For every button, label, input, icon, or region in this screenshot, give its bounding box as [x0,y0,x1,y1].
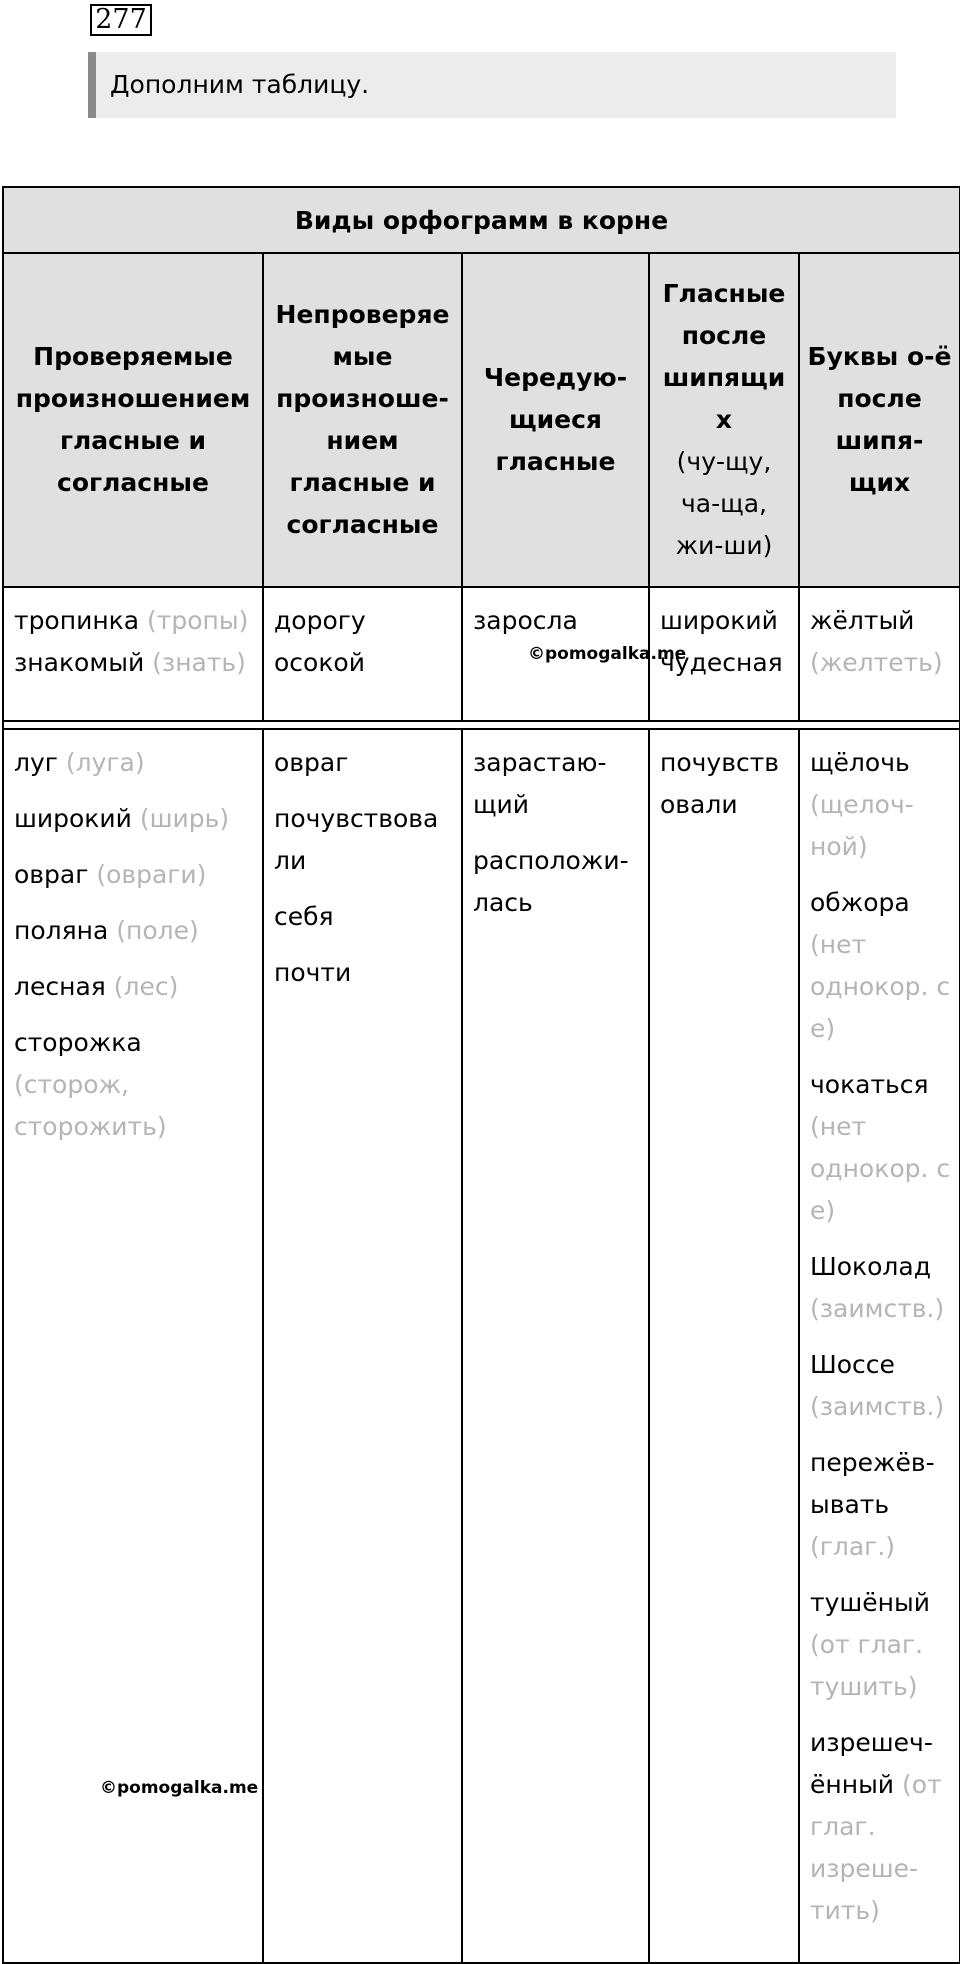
example-word: луг [14,748,58,777]
check-word: (поле) [116,916,199,945]
check-word: (ширь) [139,804,230,833]
example-item [810,882,951,1050]
row1-col5 [799,587,960,721]
row-gap [3,721,960,729]
example-item [14,854,254,896]
example-word: себя [274,902,334,931]
column-header [799,253,960,587]
example-word: почувствова ли [274,804,439,875]
check-word: (сторож, сторожить) [14,1070,167,1141]
example-item [14,1022,254,1148]
example-word: почувств овали [660,748,779,819]
watermark: ©pomogalka.me [100,1778,259,1798]
example-item [14,642,254,684]
row1-col2 [263,587,462,721]
example-item [660,742,790,826]
example-word: лесная [14,972,106,1001]
row1-col1 [3,587,263,721]
check-word: (нет однокор. с е) [810,930,951,1043]
check-word: (тропы) [147,606,249,635]
example-word: щёлочь [810,748,910,777]
check-word: (заимств.) [810,1294,945,1323]
check-word: (глаг.) [810,1532,896,1561]
example-word: чудесная [660,648,783,677]
example-item [810,1344,951,1428]
task-text: Дополним таблицу. [110,70,370,99]
header-sub: (чу-щу, ча-ща, жи-ши) [675,447,773,560]
check-word: (нет однокор. с е) [810,1112,951,1225]
example-word: поляна [14,916,109,945]
example-word: Шоссе [810,1350,895,1379]
example-word: зарастаю- щий [473,748,607,819]
check-word: (знать) [152,648,246,677]
example-item [810,1246,951,1330]
example-item [14,742,254,784]
example-word: знакомый [14,648,145,677]
example-word: сторожка [14,1028,142,1057]
check-word: (желтеть) [810,648,943,677]
example-word: осокой [274,648,365,677]
column-header [263,253,462,587]
check-word: (заимств.) [810,1392,945,1421]
example-item [274,600,453,642]
check-word: (луга) [65,748,145,777]
spelling-table [2,186,960,1964]
example-word: широкий [14,804,132,833]
example-word: тропинка [14,606,140,635]
column-header [3,253,263,587]
example-word: изрешеч- ённый [810,1728,933,1799]
row2-col2 [263,729,462,1963]
example-item [14,910,254,952]
header-main: Гласные после шипящи х [662,279,786,434]
row2-col3 [462,729,649,1963]
example-item [473,742,640,826]
example-item [274,642,453,684]
watermark: ©pomogalka.me [528,644,687,664]
example-item [810,600,951,684]
example-word: пережёв- ывать [810,1448,935,1519]
task-banner [88,52,896,118]
example-word: почти [274,958,352,987]
row2-col4 [649,729,799,1963]
example-item [810,742,951,868]
header-main: Чередую- щиеся гласные [483,363,628,476]
example-word: чокаться [810,1070,929,1099]
example-item [660,600,790,642]
example-item [810,1442,951,1568]
header-main: Непроверяе мые произноше- нием гласные и согласные [275,300,450,539]
header-main: Проверяемые произношением гласные и согласные [15,342,251,497]
example-item [810,1582,951,1708]
example-word: расположи- лась [473,846,629,917]
row2-col5 [799,729,960,1963]
column-header [462,253,649,587]
example-item [810,1722,951,1932]
example-word: тушёный [810,1588,930,1617]
example-item [14,600,254,642]
example-word: широкий [660,606,778,635]
table-title: Виды орфограмм в корне [3,187,960,253]
example-word: овраг [274,748,349,777]
task-number: 277 [90,4,152,36]
example-item [14,798,254,840]
check-word: (от глаг. изреше- тить) [810,1770,942,1925]
example-word: овраг [14,860,89,889]
check-word: (от глаг. тушить) [810,1630,924,1701]
example-item [473,600,640,642]
check-word: (овраги) [96,860,207,889]
example-item [810,1064,951,1232]
check-word: (щелоч- ной) [810,790,914,861]
example-item [14,966,254,1008]
header-main: Буквы о-ё после шипя- щих [807,342,952,497]
example-word: жёлтый [810,606,915,635]
example-item [274,798,453,882]
check-word: (лес) [113,972,179,1001]
example-item [274,896,453,938]
example-item [274,742,453,784]
example-item [274,952,453,994]
example-word: Шоколад [810,1252,932,1281]
example-word: дорогу [274,606,366,635]
column-header [649,253,799,587]
example-word: обжора [810,888,910,917]
example-item [473,840,640,924]
example-word: заросла [473,606,578,635]
